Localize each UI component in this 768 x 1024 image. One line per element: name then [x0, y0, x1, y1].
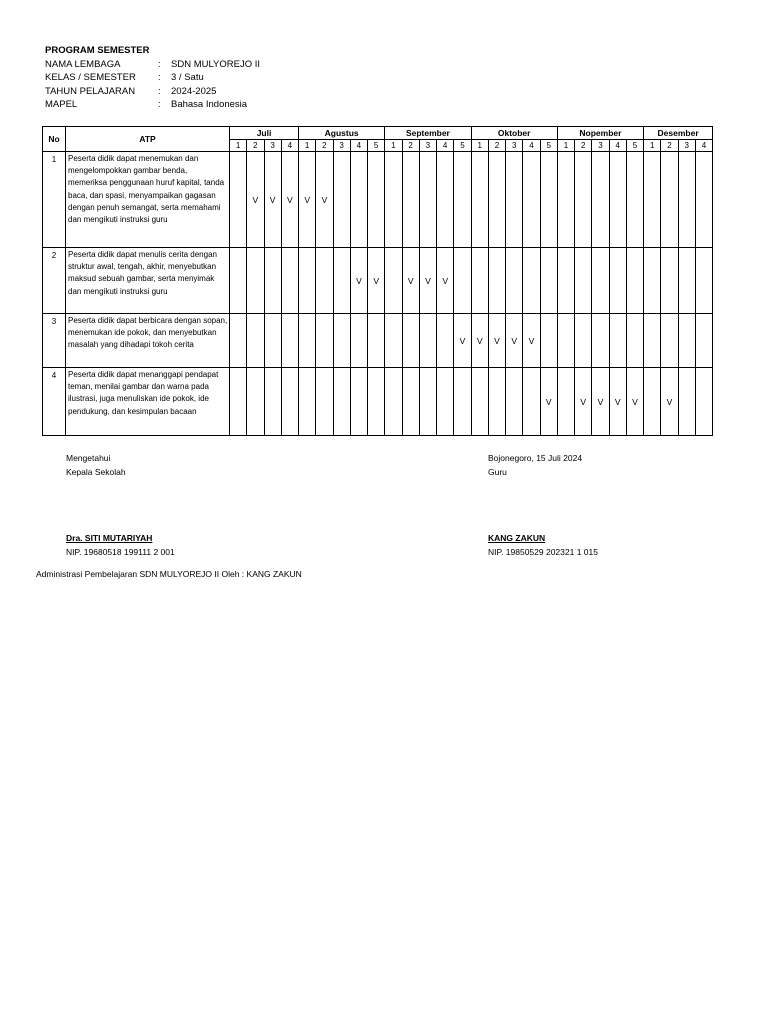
info-colon: :	[158, 85, 161, 97]
signature-left	[66, 451, 126, 479]
principal-title: Kepala Sekolah	[66, 467, 126, 477]
week-cell	[385, 314, 402, 368]
week-header: 2	[661, 140, 678, 152]
week-cell	[644, 314, 661, 368]
week-cell	[626, 314, 643, 368]
week-cell	[264, 314, 281, 368]
week-cell	[506, 368, 523, 436]
week-cell	[350, 368, 367, 436]
week-cell	[264, 248, 281, 314]
week-cell	[471, 368, 488, 436]
month-header: Desember	[644, 127, 713, 140]
week-cell	[540, 314, 557, 368]
week-cell	[695, 368, 712, 436]
week-cell	[333, 314, 350, 368]
week-header: 1	[385, 140, 402, 152]
atp-description: Peserta didik dapat menemukan dan mengelompokkan gambar benda, memeriksa penggunaan huruf kapital, tanda baca, dan spasi, menyampaikan gagasan dengan penuh semangat, serta memahami dan mengikuti instruksi guru	[66, 152, 230, 248]
week-cell	[316, 368, 333, 436]
no-column-header: No	[43, 127, 66, 152]
info-row-mapel	[45, 98, 260, 112]
month-header: Juli	[230, 127, 299, 140]
week-mark: V	[471, 314, 488, 368]
week-mark: V	[592, 368, 609, 436]
week-header: 1	[471, 140, 488, 152]
week-cell	[281, 248, 298, 314]
week-cell	[247, 368, 264, 436]
month-header: Oktober	[471, 127, 557, 140]
week-cell	[471, 248, 488, 314]
week-cell	[488, 368, 505, 436]
week-cell	[609, 248, 626, 314]
week-cell	[299, 314, 316, 368]
week-cell	[299, 248, 316, 314]
week-cell	[557, 314, 574, 368]
week-mark: V	[626, 368, 643, 436]
week-cell	[368, 152, 385, 248]
week-cell	[506, 248, 523, 314]
atp-column-header: ATP	[66, 127, 230, 152]
place-date: Bojonegoro, 15 Juli 2024	[488, 453, 583, 463]
row-number: 3	[43, 314, 66, 368]
week-cell	[419, 368, 436, 436]
week-cell	[247, 248, 264, 314]
week-header: 1	[557, 140, 574, 152]
signature-right-name-block	[488, 531, 598, 559]
info-label: MAPEL	[45, 99, 78, 110]
week-cell	[575, 314, 592, 368]
week-mark: V	[350, 248, 367, 314]
week-header: 5	[368, 140, 385, 152]
week-cell	[385, 248, 402, 314]
week-mark: V	[368, 248, 385, 314]
week-cell	[488, 248, 505, 314]
info-value: SDN MULYOREJO II	[171, 58, 261, 70]
week-mark: V	[540, 368, 557, 436]
info-value: Bahasa Indonesia	[171, 99, 248, 110]
week-header: 2	[488, 140, 505, 152]
week-mark: V	[247, 152, 264, 248]
week-header: 4	[350, 140, 367, 152]
week-cell	[678, 152, 695, 248]
week-header: 3	[678, 140, 695, 152]
signature-left-name-block	[66, 531, 175, 559]
week-cell	[557, 152, 574, 248]
week-cell	[333, 152, 350, 248]
week-mark: V	[419, 248, 436, 314]
month-header: September	[385, 127, 471, 140]
week-mark: V	[506, 314, 523, 368]
week-cell	[695, 152, 712, 248]
week-mark: V	[402, 248, 419, 314]
info-colon: :	[158, 58, 161, 70]
week-cell	[592, 152, 609, 248]
week-mark: V	[523, 314, 540, 368]
week-cell	[454, 368, 471, 436]
week-cell	[506, 152, 523, 248]
info-label: TAHUN PELAJARAN	[45, 85, 136, 97]
week-cell	[454, 248, 471, 314]
week-header: 3	[264, 140, 281, 152]
week-cell	[661, 248, 678, 314]
week-mark: V	[316, 152, 333, 248]
week-cell	[695, 314, 712, 368]
week-cell	[316, 314, 333, 368]
week-cell	[350, 314, 367, 368]
week-cell	[437, 152, 454, 248]
principal-name: Dra. SITI MUTARIYAH	[66, 533, 153, 543]
month-header-row	[43, 127, 713, 140]
week-cell	[333, 368, 350, 436]
week-cell	[299, 368, 316, 436]
week-cell	[402, 314, 419, 368]
week-cell	[281, 314, 298, 368]
week-cell	[385, 152, 402, 248]
week-mark: V	[661, 368, 678, 436]
week-cell	[230, 152, 247, 248]
week-header: 5	[454, 140, 471, 152]
semester-schedule-table	[42, 126, 713, 436]
week-cell	[644, 248, 661, 314]
document-header	[45, 44, 260, 112]
week-mark: V	[454, 314, 471, 368]
week-cell	[402, 152, 419, 248]
week-header: 4	[523, 140, 540, 152]
row-number: 4	[43, 368, 66, 436]
week-cell	[230, 368, 247, 436]
week-header: 4	[281, 140, 298, 152]
week-cell	[661, 152, 678, 248]
week-mark: V	[281, 152, 298, 248]
week-mark: V	[437, 248, 454, 314]
week-mark: V	[575, 368, 592, 436]
month-header: Nopember	[557, 127, 643, 140]
document-title: PROGRAM SEMESTER	[45, 45, 150, 56]
week-mark: V	[488, 314, 505, 368]
week-cell	[678, 248, 695, 314]
week-header: 5	[540, 140, 557, 152]
week-cell	[540, 152, 557, 248]
week-cell	[626, 152, 643, 248]
teacher-nip: NIP. 19850529 202321 1 015	[488, 547, 598, 557]
week-header: 2	[575, 140, 592, 152]
week-header: 2	[247, 140, 264, 152]
week-cell	[333, 248, 350, 314]
week-cell	[230, 248, 247, 314]
week-cell	[264, 368, 281, 436]
week-cell	[437, 368, 454, 436]
week-cell	[540, 248, 557, 314]
info-label: NAMA LEMBAGA	[45, 58, 121, 70]
table-row	[43, 314, 713, 368]
week-cell	[368, 368, 385, 436]
week-cell	[678, 368, 695, 436]
week-cell	[247, 314, 264, 368]
admin-footer-line: Administrasi Pembelajaran SDN MULYOREJO II Oleh : KANG ZAKUN	[36, 569, 302, 579]
week-header: 5	[626, 140, 643, 152]
info-label: KELAS / SEMESTER	[45, 72, 136, 83]
week-cell	[437, 314, 454, 368]
week-cell	[350, 152, 367, 248]
week-cell	[488, 152, 505, 248]
teacher-title: Guru	[488, 467, 507, 477]
teacher-name: KANG ZAKUN	[488, 533, 546, 543]
week-cell	[592, 314, 609, 368]
week-header: 3	[506, 140, 523, 152]
row-number: 1	[43, 152, 66, 248]
week-cell	[592, 248, 609, 314]
week-cell	[419, 314, 436, 368]
week-header: 2	[316, 140, 333, 152]
week-cell	[523, 152, 540, 248]
atp-description: Peserta didik dapat berbicara dengan sopan, menemukan ide pokok, dan menyebutkan masalah yang dihadapi tokoh cerita	[66, 314, 230, 368]
week-cell	[316, 248, 333, 314]
table-row	[43, 248, 713, 314]
week-header: 4	[609, 140, 626, 152]
week-cell	[368, 314, 385, 368]
week-cell	[678, 314, 695, 368]
info-colon: :	[158, 72, 161, 83]
week-header: 2	[402, 140, 419, 152]
week-cell	[281, 368, 298, 436]
week-header: 4	[437, 140, 454, 152]
info-row-lembaga	[45, 58, 260, 72]
week-cell	[609, 152, 626, 248]
week-cell	[575, 248, 592, 314]
week-cell	[523, 248, 540, 314]
week-cell	[471, 152, 488, 248]
week-cell	[385, 368, 402, 436]
week-cell	[523, 368, 540, 436]
week-cell	[575, 152, 592, 248]
atp-description: Peserta didik dapat menulis cerita dengan struktur awal, tengah, akhir, menyebutkan maksud sebuah gambar, serta menyimak dan mengikuti instruksi guru	[66, 248, 230, 314]
info-row-kelas	[45, 71, 260, 85]
week-mark: V	[299, 152, 316, 248]
info-value: 3 / Satu	[171, 72, 204, 83]
table-row	[43, 152, 713, 248]
week-cell	[644, 368, 661, 436]
week-cell	[454, 152, 471, 248]
week-cell	[557, 368, 574, 436]
month-header: Agustus	[299, 127, 385, 140]
signature-right	[488, 451, 582, 479]
table-row	[43, 368, 713, 436]
week-header: 1	[644, 140, 661, 152]
info-value: 2024-2025	[171, 85, 217, 97]
week-mark: V	[609, 368, 626, 436]
week-mark: V	[264, 152, 281, 248]
week-cell	[419, 152, 436, 248]
week-header: 3	[419, 140, 436, 152]
week-cell	[402, 368, 419, 436]
week-cell	[230, 314, 247, 368]
week-header: 3	[592, 140, 609, 152]
acknowledged-label: Mengetahui	[66, 453, 111, 463]
row-number: 2	[43, 248, 66, 314]
week-cell	[626, 248, 643, 314]
week-header: 1	[230, 140, 247, 152]
principal-nip: NIP. 19680518 199111 2 001	[66, 547, 175, 557]
week-cell	[644, 152, 661, 248]
week-cell	[695, 248, 712, 314]
info-colon: :	[158, 99, 161, 110]
atp-description: Peserta didik dapat menanggapi pendapat teman, menilai gambar dan warna pada ilustrasi, juga menuliskan ide pokok, ide pendukung, dan kesimpulan bacaan	[66, 368, 230, 436]
week-header: 1	[299, 140, 316, 152]
week-cell	[609, 314, 626, 368]
info-row-tahun	[45, 85, 260, 99]
week-header: 4	[695, 140, 712, 152]
week-cell	[661, 314, 678, 368]
week-header: 3	[333, 140, 350, 152]
week-cell	[557, 248, 574, 314]
